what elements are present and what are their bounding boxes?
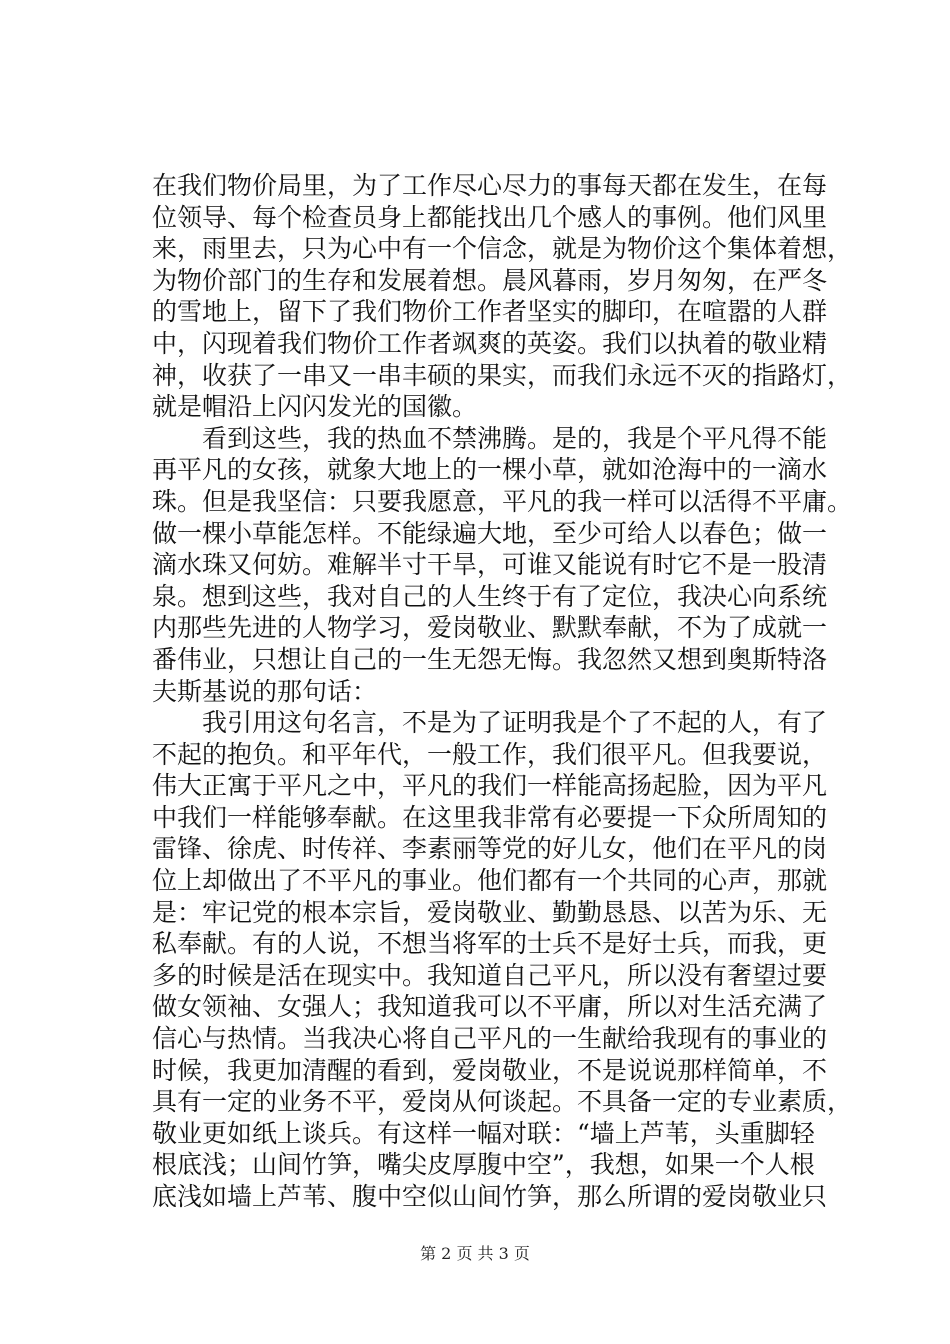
text-line: 来，雨里去，只为心中有一个信念，就是为物价这个集体着想， xyxy=(152,234,853,264)
page-number-footer: 第 2 页 共 3 页 xyxy=(420,1244,530,1263)
text-line: 做一棵小草能怎样。不能绿遍大地，至少可给人以春色；做一 xyxy=(152,518,828,548)
text-line: 是：牢记党的根本宗旨，爱岗敬业、勤勤恳恳、以苦为乐、无 xyxy=(152,897,828,927)
text-line: 位领导、每个检查员身上都能找出几个感人的事例。他们风里 xyxy=(152,202,828,232)
text-line: 神，收获了一串又一串丰硕的果实，而我们永远不灭的指路灯， xyxy=(152,360,853,390)
text-line: 珠。但是我坚信：只要我愿意，平凡的我一样可以活得不平庸。 xyxy=(152,486,853,516)
text-line: 多的时候是活在现实中。我知道自己平凡，所以没有奢望过要 xyxy=(152,960,828,990)
text-line: 伟大正寓于平凡之中，平凡的我们一样能高扬起脸，因为平凡 xyxy=(152,771,828,801)
text-line: 番伟业，只想让自己的一生无怨无悔。我忽然又想到奥斯特洛 xyxy=(152,644,828,674)
text-line: 在我们物价局里，为了工作尽心尽力的事每天都在发生，在每 xyxy=(152,171,828,200)
text-line: 我引用这句名言，不是为了证明我是个了不起的人，有了 xyxy=(202,708,828,738)
text-line: 内那些先进的人物学习，爱岗敬业、默默奉献，不为了成就一 xyxy=(152,613,828,643)
text-line: 泉。想到这些，我对自己的人生终于有了定位，我决心向系统 xyxy=(152,581,828,611)
text-line: 中，闪现着我们物价工作者飒爽的英姿。我们以执着的敬业精 xyxy=(152,328,828,358)
text-line: 滴水珠又何妨。难解半寸干旱，可谁又能说有时它不是一股清 xyxy=(152,550,828,580)
text-line: 看到这些，我的热血不禁沸腾。是的，我是个平凡得不能 xyxy=(202,423,828,453)
text-line: 不起的抱负。和平年代，一般工作，我们很平凡。但我要说， xyxy=(152,739,828,769)
text-line: 中我们一样能够奉献。在这里我非常有必要提一下众所周知的 xyxy=(152,802,828,832)
text-line: 就是帽沿上闪闪发光的国徽。 xyxy=(152,392,478,422)
text-line: 再平凡的女孩，就象大地上的一棵小草，就如沧海中的一滴水 xyxy=(152,455,828,485)
text-line: 时候，我更加清醒的看到，爱岗敬业，不是说说那样简单，不 xyxy=(152,1055,828,1085)
text-line: 夫斯基说的那句话： xyxy=(152,676,378,706)
text-line: 底浅如墙上芦苇、腹中空似山间竹笋，那么所谓的爱岗敬业只 xyxy=(152,1182,828,1211)
text-line: 私奉献。有的人说，不想当将军的士兵不是好士兵，而我，更 xyxy=(152,929,828,959)
text-line: 敬业更如纸上谈兵。有这样一幅对联：“墙上芦苇，头重脚轻 xyxy=(152,1118,815,1148)
text-line: 信心与热情。当我决心将自己平凡的一生献给我现有的事业的 xyxy=(152,1024,828,1054)
text-line: 根底浅；山间竹笋，嘴尖皮厚腹中空”，我想，如果一个人根 xyxy=(152,1150,815,1180)
text-line: 的雪地上，留下了我们物价工作者坚实的脚印，在喧嚣的人群 xyxy=(152,297,828,327)
text-line: 为物价部门的生存和发展着想。晨风暮雨，岁月匆匆，在严冬 xyxy=(152,265,828,295)
text-line: 位上却做出了不平凡的事业。他们都有一个共同的心声，那就 xyxy=(152,866,828,896)
text-line: 做女领袖、女强人；我知道我可以不平庸，所以对生活充满了 xyxy=(152,992,828,1022)
text-line: 雷锋、徐虎、时传祥、李素丽等党的好儿女，他们在平凡的岗 xyxy=(152,834,828,864)
text-line: 具有一定的业务不平，爱岗从何谈起。不具备一定的专业素质， xyxy=(152,1087,853,1117)
body-text xyxy=(152,170,853,1213)
